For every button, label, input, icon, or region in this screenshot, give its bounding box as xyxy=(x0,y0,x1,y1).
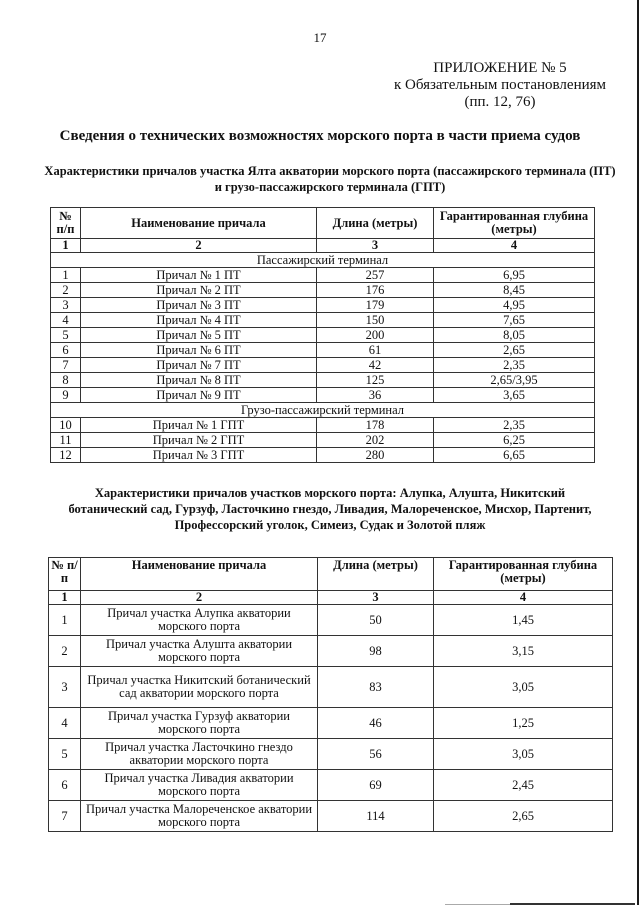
port-sections-berths-table xyxy=(48,557,613,832)
row-length: 280 xyxy=(317,448,434,463)
page-number: 17 xyxy=(313,30,327,45)
row-depth: 2,65/3,95 xyxy=(434,373,595,388)
row-num: 4 xyxy=(51,313,81,328)
table-row xyxy=(49,801,613,832)
header-length: Длина (метры) xyxy=(317,208,434,239)
header-name: Наименование причала xyxy=(81,558,318,591)
table-row xyxy=(51,328,595,343)
row-depth: 2,65 xyxy=(434,801,613,832)
column-number-row xyxy=(49,591,613,605)
row-length: 46 xyxy=(318,708,434,739)
appendix-reference: к Обязательным постановлениям xyxy=(393,77,607,93)
yalta-berths-table xyxy=(50,207,595,463)
colnum-4: 4 xyxy=(434,239,595,253)
header-name: Наименование причала xyxy=(81,208,317,239)
row-num: 3 xyxy=(49,667,81,708)
row-name: Причал участка Малореченское акватории морского порта xyxy=(81,801,318,832)
row-num: 7 xyxy=(51,358,81,373)
table-row xyxy=(51,358,595,373)
colnum-2: 2 xyxy=(81,591,318,605)
header-num: № п/п xyxy=(49,558,81,591)
appendix-title: ПРИЛОЖЕНИЕ № 5 xyxy=(433,60,567,76)
row-name: Причал № 3 ГПТ xyxy=(81,448,317,463)
row-depth: 6,65 xyxy=(434,448,595,463)
table-row xyxy=(51,433,595,448)
header-depth: Гарантированная глубина (метры) xyxy=(434,558,613,591)
row-num: 5 xyxy=(49,739,81,770)
header-length: Длина (метры) xyxy=(318,558,434,591)
row-depth: 2,45 xyxy=(434,770,613,801)
row-length: 257 xyxy=(317,268,434,283)
section-row xyxy=(51,253,595,268)
row-num: 7 xyxy=(49,801,81,832)
table-row xyxy=(51,283,595,298)
row-num: 11 xyxy=(51,433,81,448)
row-num: 6 xyxy=(49,770,81,801)
row-length: 98 xyxy=(318,636,434,667)
row-depth: 2,35 xyxy=(434,418,595,433)
colnum-3: 3 xyxy=(317,239,434,253)
section-row xyxy=(51,403,595,418)
row-name: Причал участка Алушта акватории морского порта xyxy=(81,636,318,667)
column-number-row xyxy=(51,239,595,253)
row-length: 42 xyxy=(317,358,434,373)
row-depth: 4,95 xyxy=(434,298,595,313)
row-num: 1 xyxy=(51,268,81,283)
table-header-row xyxy=(49,558,613,591)
row-depth: 1,45 xyxy=(434,605,613,636)
row-name: Причал участка Ласточкино гнездо акватории морского порта xyxy=(81,739,318,770)
table-row xyxy=(51,343,595,358)
table-row xyxy=(49,636,613,667)
row-depth: 3,05 xyxy=(434,667,613,708)
table-row xyxy=(51,418,595,433)
row-depth: 1,25 xyxy=(434,708,613,739)
section-title-cargo-passenger: Грузо-пассажирский терминал xyxy=(51,403,595,418)
row-name: Причал № 6 ПТ xyxy=(81,343,317,358)
row-length: 200 xyxy=(317,328,434,343)
row-name: Причал участка Ливадия акватории морского порта xyxy=(81,770,318,801)
table-row xyxy=(51,268,595,283)
row-name: Причал № 1 ПТ xyxy=(81,268,317,283)
row-num: 10 xyxy=(51,418,81,433)
row-num: 12 xyxy=(51,448,81,463)
row-num: 4 xyxy=(49,708,81,739)
row-length: 125 xyxy=(317,373,434,388)
table-row xyxy=(51,298,595,313)
row-name: Причал № 7 ПТ xyxy=(81,358,317,373)
colnum-1: 1 xyxy=(49,591,81,605)
row-name: Причал участка Гурзуф акватории морского порта xyxy=(81,708,318,739)
row-depth: 6,95 xyxy=(434,268,595,283)
table-row xyxy=(51,448,595,463)
row-length: 178 xyxy=(317,418,434,433)
row-name: Причал № 9 ПТ xyxy=(81,388,317,403)
row-name: Причал № 3 ПТ xyxy=(81,298,317,313)
table-row xyxy=(49,739,613,770)
document-title: Сведения о технических возможностях морского порта в части приема судов xyxy=(59,128,581,144)
row-depth: 3,15 xyxy=(434,636,613,667)
row-length: 56 xyxy=(318,739,434,770)
row-num: 2 xyxy=(51,283,81,298)
row-num: 1 xyxy=(49,605,81,636)
colnum-4: 4 xyxy=(434,591,613,605)
row-depth: 3,05 xyxy=(434,739,613,770)
header-depth: Гарантированная глубина (метры) xyxy=(434,208,595,239)
table-row xyxy=(51,388,595,403)
row-num: 3 xyxy=(51,298,81,313)
row-length: 61 xyxy=(317,343,434,358)
row-length: 150 xyxy=(317,313,434,328)
table-row xyxy=(49,770,613,801)
table-header-row xyxy=(51,208,595,239)
section-title-passenger: Пассажирский терминал xyxy=(51,253,595,268)
colnum-2: 2 xyxy=(81,239,317,253)
row-name: Причал № 1 ГПТ xyxy=(81,418,317,433)
table1-title: Характеристики причалов участка Ялта акватории морского порта (пассажирского терминала (ПТ) и грузо-пассажирского терминала (ГПТ) xyxy=(44,164,616,194)
row-length: 36 xyxy=(317,388,434,403)
header-num: № п/п xyxy=(51,208,81,239)
row-length: 69 xyxy=(318,770,434,801)
row-num: 6 xyxy=(51,343,81,358)
row-length: 83 xyxy=(318,667,434,708)
table-row xyxy=(51,373,595,388)
row-depth: 2,35 xyxy=(434,358,595,373)
row-name: Причал № 2 ГПТ xyxy=(81,433,317,448)
table-row xyxy=(49,708,613,739)
row-depth: 8,45 xyxy=(434,283,595,298)
table2-title: Характеристики причалов участков морского порта: Алупка, Алушта, Никитский ботанический сад, Гурзуф, Ласточкино гнездо, Ливадия, Малореченское, Мисхор, Партенит, Профессорский уголок, Симеиз, Судак и Золотой пляж xyxy=(68,486,592,532)
row-length: 114 xyxy=(318,801,434,832)
appendix-header xyxy=(370,60,630,111)
row-depth: 2,65 xyxy=(434,343,595,358)
row-length: 176 xyxy=(317,283,434,298)
row-num: 2 xyxy=(49,636,81,667)
colnum-1: 1 xyxy=(51,239,81,253)
appendix-clauses: (пп. 12, 76) xyxy=(464,94,536,110)
row-depth: 7,65 xyxy=(434,313,595,328)
row-name: Причал № 4 ПТ xyxy=(81,313,317,328)
colnum-3: 3 xyxy=(318,591,434,605)
row-depth: 3,65 xyxy=(434,388,595,403)
row-length: 202 xyxy=(317,433,434,448)
row-depth: 8,05 xyxy=(434,328,595,343)
row-name: Причал № 8 ПТ xyxy=(81,373,317,388)
row-num: 9 xyxy=(51,388,81,403)
table-row xyxy=(51,313,595,328)
table-row xyxy=(49,667,613,708)
row-num: 8 xyxy=(51,373,81,388)
row-depth: 6,25 xyxy=(434,433,595,448)
row-name: Причал № 2 ПТ xyxy=(81,283,317,298)
table-row xyxy=(49,605,613,636)
row-num: 5 xyxy=(51,328,81,343)
row-name: Причал участка Алупка акватории морского порта xyxy=(81,605,318,636)
row-length: 179 xyxy=(317,298,434,313)
row-name: Причал участка Никитский ботанический сад акватории морского порта xyxy=(81,667,318,708)
row-length: 50 xyxy=(318,605,434,636)
row-name: Причал № 5 ПТ xyxy=(81,328,317,343)
